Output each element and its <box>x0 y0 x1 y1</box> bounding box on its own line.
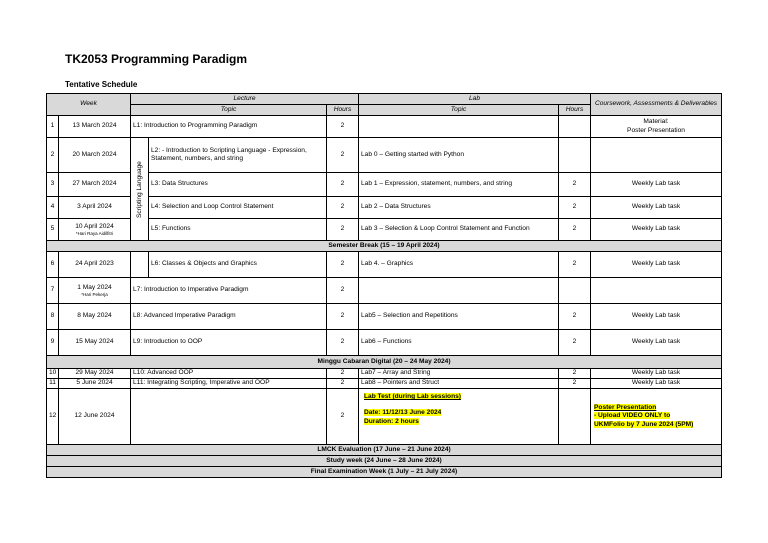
week-date-text: 1 May 2024 <box>77 283 112 291</box>
semester-break-band: Semester Break (15 – 19 April 2024) <box>47 241 722 252</box>
lab-topic: Lab5 – Selection and Repetitions <box>359 304 559 330</box>
week-number: 6 <box>47 252 59 278</box>
deliverable-item: Poster Presentation <box>627 126 685 134</box>
lecture-hours: 2 <box>327 278 359 304</box>
lecture-topic: L2: - Introduction to Scripting Language - Expression, Statement, numbers, and string <box>149 138 327 173</box>
table-row <box>47 369 722 379</box>
deliverable: Weekly Lab task <box>591 197 722 219</box>
header-lab-hours: Hours <box>559 105 591 116</box>
week-number: 8 <box>47 304 59 330</box>
lecture-topic: L5: Functions <box>149 219 327 241</box>
lab-topic: Lab 2 – Data Structures <box>359 197 559 219</box>
week-number: 11 <box>47 379 59 389</box>
poster-upload: - Upload VIDEO ONLY to <box>594 412 671 420</box>
week-date: 12 June 2024 <box>59 389 131 445</box>
week-number: 1 <box>47 116 59 138</box>
week-number: 3 <box>47 173 59 197</box>
lab-topic: Lab8 – Pointers and Struct <box>359 379 559 389</box>
header-lecture-topic: Topic <box>131 105 327 116</box>
lab-hours: 2 <box>559 173 591 197</box>
lab-topic: Lab 0 – Getting started with Python <box>359 138 559 173</box>
week-date <box>59 278 131 304</box>
deliverable: Weekly Lab task <box>591 379 722 389</box>
lab-hours: 2 <box>559 252 591 278</box>
final-exam-band: Final Examination Week (1 July – 21 July 2024) <box>47 467 722 478</box>
minggu-cabaran-band: Minggu Cabaran Digital (20 – 24 May 2024) <box>47 356 722 369</box>
poster-cell <box>591 389 722 445</box>
lmck-band: LMCK Evaluation (17 June – 21 June 2024) <box>47 445 722 456</box>
table-row <box>47 138 722 173</box>
schedule-table <box>46 93 722 478</box>
lecture-hours: 2 <box>327 304 359 330</box>
lecture-hours: 2 <box>327 389 359 445</box>
study-week-band: Study week (24 June – 28 June 2024) <box>47 456 722 467</box>
lecture-hours: 2 <box>327 330 359 356</box>
week-date: 20 March 2024 <box>59 138 131 173</box>
deliverable <box>591 138 722 173</box>
deliverable <box>591 116 722 138</box>
lab-topic: Lab 4. – Graphics <box>359 252 559 278</box>
week-date: 8 May 2024 <box>59 304 131 330</box>
lecture-topic: L8: Advanced Imperative Paradigm <box>131 304 327 330</box>
deliverable: Weekly Lab task <box>591 369 722 379</box>
deliverable-label: Material: <box>643 118 669 126</box>
lab-hours <box>559 138 591 173</box>
week-date: 13 March 2024 <box>59 116 131 138</box>
table-row <box>47 116 722 138</box>
week-number: 9 <box>47 330 59 356</box>
lab-test-title: Lab Test (during Lab sessions) <box>364 393 461 400</box>
lecture-topic: L11: Integrating Scripting, Imperative and OOP <box>131 379 327 389</box>
lab-hours: 2 <box>559 330 591 356</box>
poster-deadline: UKMFolio by 7 June 2024 (5PM) <box>594 420 694 428</box>
header-lecture-hours: Hours <box>327 105 359 116</box>
lab-topic <box>359 278 559 304</box>
header-lecture: Lecture <box>131 94 359 105</box>
lab-topic <box>359 116 559 138</box>
deliverable: Weekly Lab task <box>591 173 722 197</box>
lab-hours <box>559 389 591 445</box>
scripting-spacer <box>131 252 149 278</box>
lecture-hours: 2 <box>327 252 359 278</box>
lecture-hours: 2 <box>327 197 359 219</box>
holiday-note: *Hari Pekerja <box>81 291 108 297</box>
deliverable: Weekly Lab task <box>591 304 722 330</box>
deliverable: Weekly Lab task <box>591 252 722 278</box>
deliverable <box>591 278 722 304</box>
header-week: Week <box>47 94 131 116</box>
lecture-topic: L1: Introduction to Programming Paradigm <box>131 116 327 138</box>
lab-topic: Lab 3 – Selection & Loop Control Statement and Function <box>359 219 559 241</box>
lecture-hours: 2 <box>327 219 359 241</box>
table-row <box>47 379 722 389</box>
lecture-hours: 2 <box>327 369 359 379</box>
holiday-note: *Hari Raya Aidilfitri <box>75 230 114 236</box>
table-row <box>47 278 722 304</box>
lab-topic: Lab 1 – Expression, statement, numbers, and string <box>359 173 559 197</box>
table-row <box>47 330 722 356</box>
header-lab-topic: Topic <box>359 105 559 116</box>
header-deliverables: Coursework, Assessments & Deliverables <box>591 94 722 116</box>
week-date: 27 March 2024 <box>59 173 131 197</box>
week-date: 24 April 2023 <box>59 252 131 278</box>
table-row <box>47 389 722 445</box>
document-title: TK2053 Programming Paradigm <box>65 52 248 66</box>
lab-hours <box>559 278 591 304</box>
week-number: 12 <box>47 389 59 445</box>
lab-hours: 2 <box>559 304 591 330</box>
week-date-text: 10 April 2024 <box>75 222 114 230</box>
lab-topic: Lab7 – Array and String <box>359 369 559 379</box>
week-number: 2 <box>47 138 59 173</box>
lecture-topic: L4: Selection and Loop Control Statement <box>149 197 327 219</box>
week-date: 3 April 2024 <box>59 197 131 219</box>
week-date: 15 May 2024 <box>59 330 131 356</box>
lecture-topic: L9: Introduction to OOP <box>131 330 327 356</box>
lecture-topic: L7: Introduction to Imperative Paradigm <box>131 278 327 304</box>
header-lab: Lab <box>359 94 591 105</box>
week-number: 10 <box>47 369 59 379</box>
lecture-topic: L10: Advanced OOP <box>131 369 327 379</box>
lecture-hours: 2 <box>327 173 359 197</box>
lab-hours: 2 <box>559 369 591 379</box>
deliverable: Weekly Lab task <box>591 219 722 241</box>
lecture-topic <box>131 389 327 445</box>
lab-test-duration: Duration: 2 hours <box>364 417 419 425</box>
lab-hours <box>559 116 591 138</box>
table-row <box>47 252 722 278</box>
lab-test-date: Date: 11/12/13 June 2024 <box>364 409 442 417</box>
lecture-hours: 2 <box>327 379 359 389</box>
week-date: 29 May 2024 <box>59 369 131 379</box>
lab-hours: 2 <box>559 197 591 219</box>
lecture-topic: L6: Classes & Objects and Graphics <box>149 252 327 278</box>
week-number: 5 <box>47 219 59 241</box>
lab-hours: 2 <box>559 219 591 241</box>
table-row <box>47 304 722 330</box>
lecture-hours: 2 <box>327 116 359 138</box>
week-number: 7 <box>47 278 59 304</box>
week-number: 4 <box>47 197 59 219</box>
lecture-hours: 2 <box>327 138 359 173</box>
lab-test-cell <box>359 389 559 445</box>
lab-hours: 2 <box>559 379 591 389</box>
week-date <box>59 219 131 241</box>
deliverable: Weekly Lab task <box>591 330 722 356</box>
lecture-topic: L3: Data Structures <box>149 173 327 197</box>
poster-title: Poster Presentation <box>594 404 657 412</box>
document-subtitle: Tentative Schedule <box>65 80 138 89</box>
lab-topic: Lab6 – Functions <box>359 330 559 356</box>
week-date: 5 June 2024 <box>59 379 131 389</box>
scripting-language-label: Scripting Language <box>131 138 149 241</box>
